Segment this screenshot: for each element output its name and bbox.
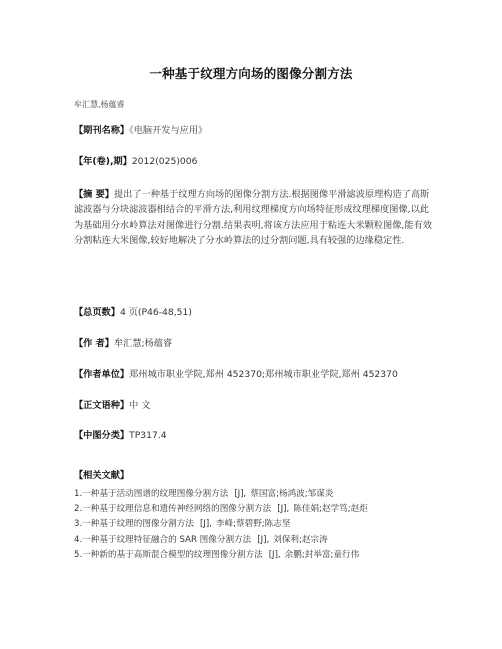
year-field: [74, 155, 434, 168]
reference-number: 2.: [74, 504, 83, 515]
author-field: [74, 337, 434, 350]
reference-item[interactable]: [74, 502, 454, 517]
reference-number: 4.: [74, 534, 83, 545]
author-label: 【作 者】: [74, 338, 114, 349]
abstract-text: 提出了一种基于纹理方向场的图像分割方法.根据图像平滑滤波原理构造了高斯滤波器与分块滤波器相结合的平滑方法,利用纹理梯度方向场特征形成纹理梯度图像,以此为基础用分水岭算法对图像进行分割.结果表明,将该方法应用于粘连大米颗粒图像,能有效分割粘连大米图像,较好地解决了分水岭算法的过分割问题,具有较强的边缘稳定性.: [74, 189, 432, 246]
reference-authors: 陈佳娟;赵学笃;赵炬: [293, 504, 368, 515]
reference-title: 一种基于纹理特征融合的 SAR 图像分割方法: [82, 534, 252, 545]
reference-title: 一种基于纹理信息和遗传神经网络的图像分割方法: [82, 504, 272, 515]
abstract-label: 【摘 要】: [74, 189, 114, 200]
language-field: [74, 399, 434, 412]
journal-field: [74, 124, 434, 137]
reference-type: [J],: [268, 549, 281, 560]
language-label: 【正文语种】: [74, 400, 130, 411]
reference-item[interactable]: [74, 548, 454, 563]
reference-title: 一种新的基于高斯混合模型的纹理图像分割方法: [82, 549, 263, 560]
reference-title: 一种基于纹理的图像分割方法: [82, 519, 194, 530]
abstract-field: [74, 187, 432, 248]
classification-label: 【中图分类】: [74, 430, 130, 441]
reference-authors: 刘保利;赵宗涛: [273, 534, 328, 545]
journal-label: 【期刊名称】: [74, 125, 130, 136]
related-heading: 【相关文献】: [74, 470, 130, 481]
year-label: 【年(卷),期】: [74, 156, 132, 167]
pages-label: 【总页数】: [74, 307, 120, 318]
affiliation-label: 【作者单位】: [74, 369, 130, 380]
reference-number: 5.: [74, 549, 83, 560]
reference-authors: 余鹏;封举富;童行伟: [284, 549, 360, 560]
pages-field: [74, 306, 434, 319]
reference-list: [74, 487, 454, 563]
journal-value: 《电脑开发与应用》: [129, 125, 208, 136]
year-value: 2012(025)006: [131, 156, 198, 167]
affiliation-value: 郑州城市职业学院,郑州 452370;郑州城市职业学院,郑州 452370: [129, 369, 398, 380]
author-value: 牟汇慧;杨蕴睿: [113, 338, 173, 349]
reference-item[interactable]: [74, 517, 454, 532]
reference-authors: 李峰;蔡碧野;陈志坚: [215, 519, 291, 530]
reference-type: [J],: [277, 504, 290, 515]
reference-type: [J],: [257, 534, 270, 545]
reference-title: 一种基于活动图谱的纹理图像分割方法: [82, 489, 229, 499]
reference-number: 1.: [74, 489, 83, 499]
affiliation-field: [74, 368, 434, 381]
classification-field: [74, 429, 434, 442]
reference-type: [J],: [234, 489, 247, 499]
classification-value: TP317.4: [129, 430, 167, 441]
reference-authors: 蔡国富;杨鸿波;邹谋炎: [250, 489, 334, 499]
reference-number: 3.: [74, 519, 83, 530]
pages-value: 4 页(P46-48,51): [119, 307, 192, 318]
reference-type: [J],: [199, 519, 212, 530]
reference-item[interactable]: [74, 487, 454, 502]
authors-line: 牟汇慧,杨蕴睿: [74, 100, 125, 109]
paper-title: 一种基于纹理方向场的图像分割方法: [149, 66, 353, 81]
language-value: 中 文: [129, 400, 151, 411]
reference-item[interactable]: [74, 533, 454, 548]
